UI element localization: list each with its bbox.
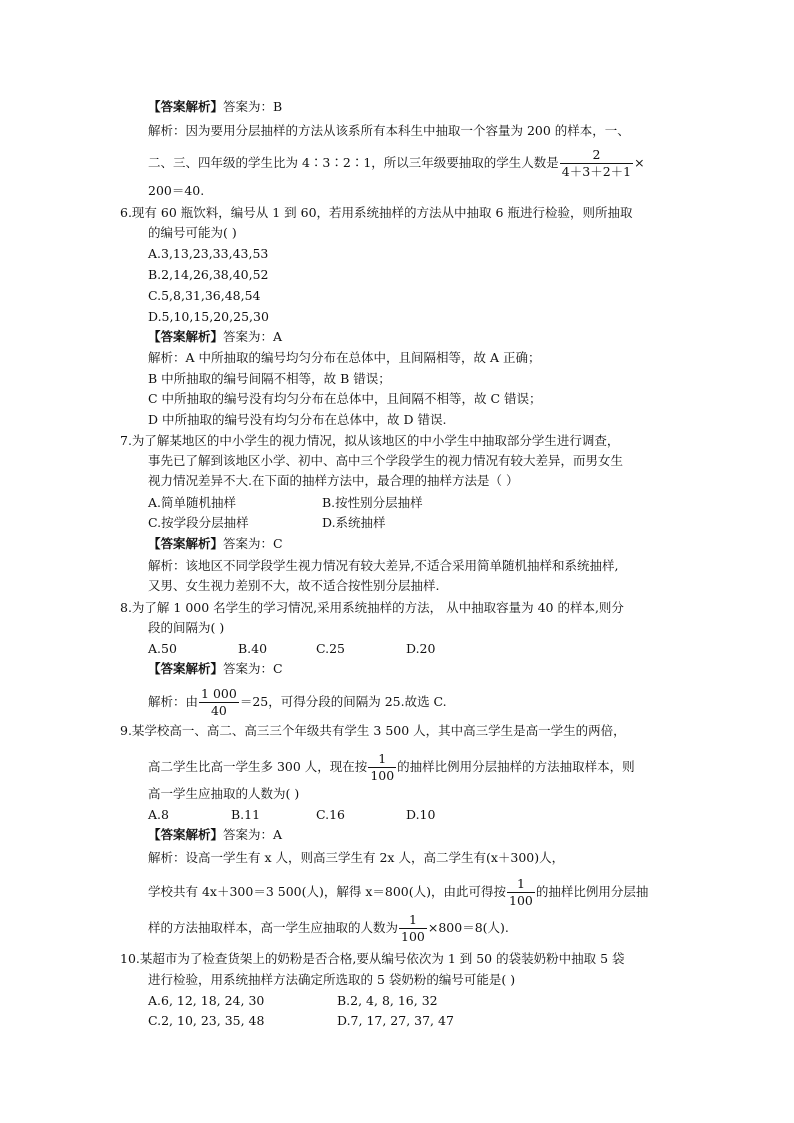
- fraction-denominator: 40: [210, 703, 227, 718]
- fraction-numerator: 1: [368, 751, 396, 768]
- fraction-numerator: 2: [560, 147, 633, 164]
- q7-option-c: C.按学段分层抽样: [148, 515, 249, 530]
- answer-tag: 【答案解析】: [148, 329, 224, 344]
- q6-stem-line2: 的编号可能为( ): [148, 225, 237, 240]
- q6-explanation-line1: 解析：A 中所抽取的编号均匀分布在总体中，且间隔相等，故 A 正确；: [148, 350, 541, 365]
- q9-explanation-line2: [148, 876, 648, 909]
- q10-stem-line2: 进行检验，用系统抽样方法确定所选取的 5 袋奶粉的编号可能是( ): [148, 972, 516, 987]
- q8-explanation-text-end: ＝25，可得分段的间隔为 25.故选 C.: [239, 694, 447, 709]
- answer-text: 答案为：C: [223, 536, 283, 551]
- q9-stem-text: 高二学生比高一学生多 300 人，现在按: [148, 759, 368, 774]
- q8-stem-line2: 段的间隔为( ): [148, 620, 225, 635]
- q7-stem-line2: 事先已了解到该地区小学、初中、高中三个学段学生的视力情况有较大差异，而男女生: [148, 453, 624, 468]
- q8-option-b: B.40: [238, 641, 268, 656]
- fraction: [399, 912, 427, 945]
- fraction-denominator: 100: [401, 929, 425, 944]
- q7-stem-line1: 7.为了解某地区的中小学生的视力情况，拟从该地区的中小学生中抽取部分学生进行调查，: [120, 433, 620, 448]
- q10-option-d: D.7, 17, 27, 37, 47: [337, 1013, 454, 1028]
- q6-explanation-line3: C 中所抽取的编号没有均匀分布在总体中，且间隔不相等，故 C 错误；: [148, 391, 542, 406]
- q6-explanation-line2: B 中所抽取的编号间隔不相等，故 B 错误；: [148, 371, 391, 386]
- fraction: [199, 686, 239, 719]
- answer-text: 答案为：A: [223, 329, 283, 344]
- q9-stem-text-end: 的抽样比例用分层抽样的方法抽取样本，则: [397, 759, 635, 774]
- q6-option-d: D.5,10,15,20,25,30: [148, 309, 269, 324]
- times-sign: ×: [634, 155, 645, 170]
- q9-explanation-line1: 解析：设高一学生有 x 人，则高三学生有 2x 人，高二学生有(x＋300)人，: [148, 850, 565, 865]
- q8-explanation-line: [148, 686, 447, 719]
- q7-stem-line3: 视力情况差异不大.在下面的抽样方法中，最合理的抽样方法是（ ）: [148, 473, 519, 488]
- q9-option-c: C.16: [316, 807, 345, 822]
- q6-option-a: A.3,13,23,33,43,53: [148, 246, 269, 261]
- answer-tag: 【答案解析】: [148, 661, 224, 676]
- q9-option-b: B.11: [231, 807, 261, 822]
- q10-stem-line1: 10.某超市为了检查货架上的奶粉是否合格,要从编号依次为 1 到 50 的袋装奶粉中抽取 5 袋: [120, 951, 625, 966]
- q10-option-a: A.6, 12, 18, 24, 30: [148, 993, 265, 1008]
- q9-answer-line: [148, 826, 282, 844]
- q5-answer-line: [148, 98, 282, 116]
- q9-stem-line2: [148, 751, 635, 784]
- fraction-numerator: 1: [399, 912, 427, 929]
- answer-text: 答案为：C: [223, 661, 283, 676]
- q9-explanation-text: 样的方法抽取样本，高一学生应抽取的人数为: [148, 920, 399, 935]
- fraction-denominator: 4＋3＋2＋1: [561, 164, 632, 179]
- q7-explanation-line1: 解析：该地区不同学段学生视力情况有较大差异,不适合采用简单随机抽样和系统抽样,: [148, 558, 619, 573]
- q9-explanation-text-end: ×800＝8(人).: [427, 920, 509, 935]
- q8-explanation-text: 解析：由: [148, 694, 199, 709]
- q8-stem-line1: 8.为了解 1 000 名学生的学习情况,采用系统抽样的方法， 从中抽取容量为 40 的样本,则分: [120, 600, 624, 615]
- q9-explanation-text-end: 的抽样比例用分层抽: [535, 884, 649, 899]
- q7-option-b: B.按性别分层抽样: [322, 495, 423, 510]
- fraction-numerator: 1: [507, 876, 535, 893]
- q5-explanation-line1: 解析：因为要用分层抽样的方法从该系所有本科生中抽取一个容量为 200 的样本，一、: [148, 123, 630, 138]
- q8-answer-line: [148, 660, 283, 678]
- q7-option-d: D.系统抽样: [322, 515, 386, 530]
- q7-explanation-line2: 又男、女生视力差别不大，故不适合按性别分层抽样.: [148, 578, 440, 593]
- q9-stem-line1: 9.某学校高一、高二、高三三个年级共有学生 3 500 人，其中高三学生是高一学生的两倍，: [120, 723, 626, 738]
- q7-answer-line: [148, 535, 283, 553]
- q6-option-b: B.2,14,26,38,40,52: [148, 267, 269, 282]
- q7-option-a: A.简单随机抽样: [148, 495, 237, 510]
- q6-explanation-line4: D 中所抽取的编号没有均匀分布在总体中，故 D 错误.: [148, 412, 447, 427]
- fraction: [560, 147, 633, 180]
- fraction-denominator: 100: [370, 768, 395, 783]
- q9-explanation-text: 学校共有 4x＋300＝3 500(人)，解得 x＝800(人)，由此可得按: [148, 884, 507, 899]
- q9-option-d: D.10: [406, 807, 436, 822]
- q6-answer-line: [148, 328, 282, 346]
- q5-explanation-line2: [148, 147, 645, 180]
- answer-text: 答案为：A: [223, 827, 283, 842]
- q8-option-d: D.20: [406, 641, 436, 656]
- q10-option-b: B.2, 4, 8, 16, 32: [337, 993, 438, 1008]
- fraction-numerator: 1 000: [201, 686, 237, 701]
- q10-option-c: C.2, 10, 23, 35, 48: [148, 1013, 265, 1028]
- q8-option-c: C.25: [316, 641, 345, 656]
- q5-explanation-text: 二、三、四年级的学生比为 4∶3∶2∶1，所以三年级要抽取的学生人数是: [148, 155, 559, 170]
- q9-stem-line3: 高一学生应抽取的人数为( ): [148, 786, 300, 801]
- q8-option-a: A.50: [148, 641, 177, 656]
- fraction: [507, 876, 535, 909]
- q5-explanation-line3: 200＝40.: [148, 183, 205, 198]
- q6-stem-line1: 6.现有 60 瓶饮料，编号从 1 到 60，若用系统抽样的方法从中抽取 6 瓶进行检验，则所抽取: [120, 205, 633, 220]
- fraction: [368, 751, 396, 784]
- answer-text: 答案为：B: [223, 99, 283, 114]
- q9-option-a: A.8: [148, 807, 169, 822]
- q6-option-c: C.5,8,31,36,48,54: [148, 288, 261, 303]
- answer-tag: 【答案解析】: [148, 827, 224, 842]
- answer-tag: 【答案解析】: [148, 99, 224, 114]
- q9-explanation-line3: [148, 912, 509, 945]
- fraction-denominator: 100: [509, 893, 533, 908]
- answer-tag: 【答案解析】: [148, 536, 224, 551]
